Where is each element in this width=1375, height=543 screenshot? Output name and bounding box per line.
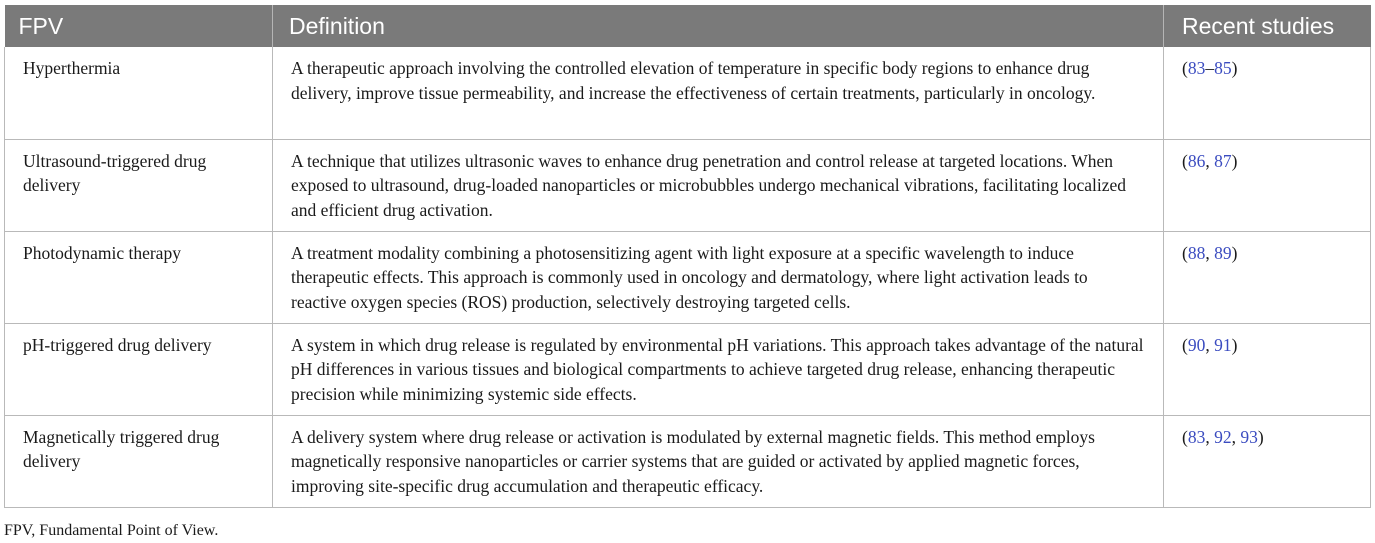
- reference-link[interactable]: 83: [1187, 426, 1206, 447]
- ref-paren-close: ): [1231, 242, 1238, 263]
- header-definition: Definition: [273, 5, 1164, 47]
- table-row: [5, 231, 1371, 323]
- references-cell: [1164, 139, 1371, 231]
- ref-paren-open: (: [1182, 58, 1188, 78]
- ref-separator: –: [1205, 58, 1215, 78]
- ref-separator: ,: [1231, 426, 1241, 447]
- table-row: [5, 139, 1371, 231]
- reference-link[interactable]: 86: [1187, 150, 1206, 171]
- ref-separator: ,: [1205, 150, 1215, 171]
- reference-link[interactable]: 83: [1187, 58, 1206, 78]
- definition-cell: A therapeutic approach involving the controlled elevation of temperature in specific body regions to enhance drug delivery, improve tissue permeability, and increase the effectiveness of certain treatments, particularly in oncology.: [273, 47, 1164, 139]
- table-footnote: FPV, Fundamental Point of View.: [4, 522, 219, 539]
- fpv-cell: pH-triggered drug delivery: [5, 323, 273, 415]
- table-row: [5, 415, 1371, 507]
- fpv-cell: Magnetically triggered drug delivery: [5, 415, 273, 507]
- reference-link[interactable]: 93: [1240, 426, 1258, 447]
- fpv-cell: Hyperthermia: [5, 47, 273, 139]
- ref-separator: ,: [1205, 426, 1215, 447]
- header-recent-studies: Recent studies: [1164, 5, 1371, 47]
- references-cell: [1164, 323, 1371, 415]
- ref-separator: ,: [1205, 242, 1215, 263]
- fpv-table-container: [4, 5, 1370, 508]
- ref-paren-close: ): [1231, 58, 1238, 78]
- references-cell: [1164, 231, 1371, 323]
- references-cell: [1164, 47, 1371, 139]
- references-cell: [1164, 415, 1371, 507]
- ref-paren-open: (: [1182, 150, 1188, 171]
- ref-paren-open: (: [1182, 334, 1188, 355]
- reference-link[interactable]: 88: [1187, 242, 1206, 263]
- ref-paren-open: (: [1182, 426, 1188, 447]
- definition-cell: A system in which drug release is regulated by environmental pH variations. This approach takes advantage of the natural pH differences in various tissues and biological compartments to achieve targeted drug release, enhancing therapeutic precision while minimizing systemic side effects.: [273, 323, 1164, 415]
- table-row: [5, 323, 1371, 415]
- ref-paren-close: ): [1257, 426, 1264, 447]
- fpv-cell: Ultrasound-triggered drug delivery: [5, 139, 273, 231]
- fpv-cell: Photodynamic therapy: [5, 231, 273, 323]
- table-row: [5, 47, 1371, 139]
- ref-paren-open: (: [1182, 242, 1188, 263]
- reference-link[interactable]: 91: [1214, 334, 1232, 355]
- table-header: [5, 5, 1371, 47]
- definition-cell: A treatment modality combining a photosensitizing agent with light exposure at a specific wavelength to induce therapeutic effects. This approach is commonly used in oncology and dermatology, where light activation leads to reactive oxygen species (ROS) production, selectively destroying targeted cells.: [273, 231, 1164, 323]
- reference-link[interactable]: 90: [1187, 334, 1206, 355]
- reference-link[interactable]: 92: [1214, 426, 1232, 447]
- reference-link[interactable]: 89: [1214, 242, 1232, 263]
- header-row: [5, 5, 1371, 47]
- header-fpv: FPV: [5, 5, 273, 47]
- table-body: [5, 47, 1371, 507]
- reference-link[interactable]: 87: [1214, 150, 1232, 171]
- definition-cell: A technique that utilizes ultrasonic waves to enhance drug penetration and control release at targeted locations. When exposed to ultrasound, drug-loaded nanoparticles or microbubbles undergo mechanical vibrations, facilitating localized and efficient drug activation.: [273, 139, 1164, 231]
- ref-paren-close: ): [1231, 150, 1238, 171]
- fpv-table: [4, 5, 1371, 508]
- definition-cell: A delivery system where drug release or activation is modulated by external magnetic fields. This method employs magnetically responsive nanoparticles or carrier systems that are guided or activated by applied magnetic forces, improving site-specific drug accumulation and therapeutic efficacy.: [273, 415, 1164, 507]
- ref-separator: ,: [1205, 334, 1215, 355]
- ref-paren-close: ): [1231, 334, 1238, 355]
- reference-link[interactable]: 85: [1214, 58, 1232, 78]
